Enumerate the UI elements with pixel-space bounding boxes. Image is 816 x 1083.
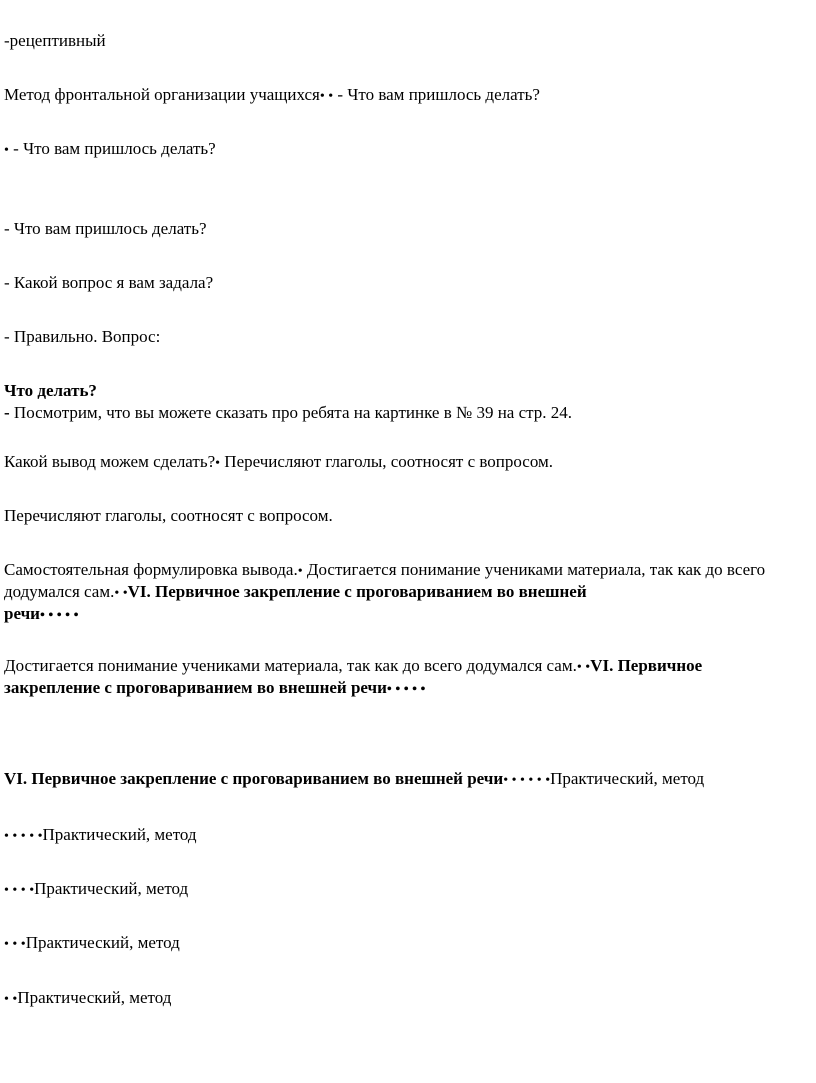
text-line-13 (4, 603, 78, 627)
line-text: Самостоятельная формулировка вывода. (4, 560, 298, 579)
text-line-7 (4, 380, 97, 402)
line-text: Посмотрим, что вы можете сказать про ребята на картинке в № 39 на стр. 24. (9, 403, 573, 422)
bullet-marks: • • (4, 992, 18, 1007)
line-text: Практический, метод (34, 879, 189, 898)
line-text: додумался сам. (4, 582, 115, 601)
text-line-15 (4, 677, 425, 701)
line-text: речи (4, 604, 40, 623)
line-text: - Какой вопрос я вам задала? (4, 273, 214, 292)
bullet-marks: • (297, 564, 303, 579)
text-line-10 (4, 505, 333, 527)
line-text: Достигается понимание учениками материала, так как до всего (302, 560, 766, 579)
text-line-17 (4, 824, 197, 848)
bullet-marks: • • (114, 586, 128, 601)
text-line-5 (4, 272, 213, 294)
bullet-marks: • (4, 143, 9, 158)
text-line-16 (4, 768, 704, 792)
line-text: - Что вам пришлось делать? (8, 139, 216, 158)
text-line-2 (4, 84, 540, 108)
text-line-14 (4, 655, 702, 679)
line-text: Метод фронтальной организации учащихся (4, 85, 320, 104)
text-line-4 (4, 218, 207, 240)
line-text: - Что вам пришлось делать? (4, 219, 207, 238)
text-line-8 (4, 402, 572, 424)
line-text: Перечисляют глаголы, соотносят с вопросом. (220, 452, 554, 471)
line-text: Практический, метод (550, 769, 705, 788)
text-line-6 (4, 326, 160, 348)
bullet-marks: • • (319, 89, 334, 104)
line-text: Перечисляют глаголы, соотносят с вопросом. (4, 506, 333, 525)
text-line-9 (4, 451, 553, 475)
line-text: -рецептивный (4, 31, 106, 50)
bullet-marks: • • (576, 660, 591, 675)
line-text: Достигается понимание учениками материала, так как до всего додумался сам. (4, 656, 577, 675)
line-text: Практический, метод (42, 825, 197, 844)
text-line-11 (4, 559, 765, 583)
bullet-marks: • • • (4, 937, 26, 952)
text-line-20 (4, 987, 171, 1011)
line-text: Какой вывод можем сделать? (4, 452, 216, 471)
text-line-3 (4, 138, 216, 162)
line-text: - Правильно. Вопрос: (4, 327, 161, 346)
bullet-marks: • (215, 456, 221, 471)
text-line-1 (4, 30, 106, 52)
text-line-18 (4, 878, 188, 902)
line-text: VI. Первичное закрепление с проговариванием во внешней (127, 582, 587, 601)
line-text: закрепление с проговариванием во внешней речи (4, 678, 387, 697)
line-text: Практический, метод (17, 988, 172, 1007)
text-line-12 (4, 581, 587, 605)
line-text: - Что вам пришлось делать? (333, 85, 540, 104)
text-line-19 (4, 932, 180, 956)
bullet-marks: • • • • (4, 883, 35, 898)
line-text: VI. Первичное (590, 656, 703, 675)
bullet-marks: • • • • • • (503, 773, 551, 788)
bullet-marks: • • • • • (39, 608, 79, 623)
line-text: - (4, 403, 10, 422)
bullet-marks: • • • • • (4, 829, 43, 844)
line-text: Что делать? (4, 381, 97, 400)
line-text: Практический, метод (25, 933, 180, 952)
line-text: VI. Первичное закрепление с проговариванием во внешней речи (4, 769, 504, 788)
bullet-marks: • • • • • (386, 682, 426, 697)
